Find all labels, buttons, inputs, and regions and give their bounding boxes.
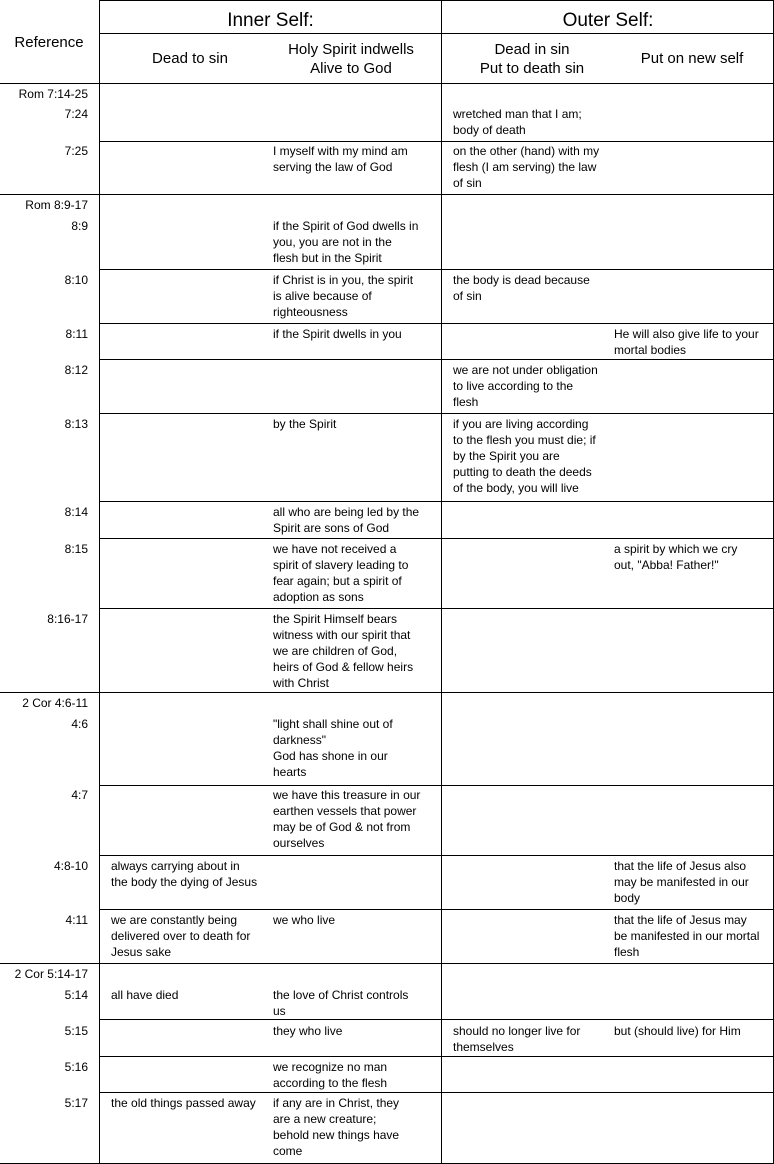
cell-spirit: if any are in Christ, they are a new creature; behold new things have come — [273, 1096, 400, 1158]
row-divider — [99, 1092, 774, 1093]
cell-spirit: they who live — [273, 1024, 343, 1038]
verse-reference: 4:11 — [65, 913, 88, 927]
verse-reference: 8:14 — [64, 505, 88, 519]
verse-reference: 8:12 — [64, 363, 88, 377]
cell-newself: that the life of Jesus also may be manifested in our body — [614, 859, 749, 905]
cell-spirit: we have not received a spirit of slavery leading to fear again; but a spirit of adoption as sons — [273, 542, 409, 604]
verse-reference: 5:15 — [64, 1024, 88, 1038]
row-divider — [99, 538, 774, 539]
verse-reference: 8:10 — [64, 273, 88, 287]
verse-reference: 8:16-17 — [47, 612, 88, 626]
row-divider — [99, 501, 774, 502]
verse-reference: 4:6 — [71, 717, 88, 731]
section-title: 2 Cor 5:14-17 — [14, 967, 88, 981]
cell-outer-dead: we are not under obligation to live according to the flesh — [453, 363, 598, 409]
reference-header: Reference — [14, 34, 84, 51]
cell-dead: all have died — [111, 988, 179, 1002]
cell-outer-dead: should no longer live for themselves — [453, 1024, 581, 1054]
verse-reference: 7:25 — [64, 144, 88, 158]
cell-spirit: if the Spirit dwells in you — [273, 327, 402, 341]
cell-spirit: the love of Christ controls us — [273, 988, 409, 1018]
cell-spirit: we have this treasure in our earthen vessels that power may be of God & not from ourselves — [273, 788, 421, 850]
cell-newself: but (should live) for Him — [614, 1024, 741, 1038]
verse-reference: 7:24 — [64, 107, 88, 121]
holy-spirit-column-header: Holy Spirit indwells Alive to God — [288, 41, 414, 77]
cell-spirit: all who are being led by the Spirit are sons of God — [273, 505, 420, 535]
cell-spirit: we who live — [273, 913, 336, 927]
cell-spirit: I myself with my mind am serving the law of God — [273, 144, 408, 174]
reference-column-border — [99, 0, 100, 1164]
cell-newself: that the life of Jesus may be manifested in our mortal flesh — [614, 913, 760, 959]
row-divider — [99, 909, 774, 910]
cell-outer-dead: if you are living according to the flesh you must die; if by the Spirit you are putting to death the deeds of the body, you will live — [453, 417, 596, 495]
dead-in-sin-column-header: Dead in sin Put to death sin — [479, 41, 585, 77]
cell-spirit: "light shall shine out of darkness" God has shone in our hearts — [273, 717, 393, 779]
row-divider — [99, 608, 774, 609]
cell-spirit: if Christ is in you, the spirit is alive because of righteousness — [273, 273, 414, 319]
verse-reference: 5:17 — [64, 1096, 88, 1110]
row-divider — [99, 855, 774, 856]
section-divider — [0, 963, 774, 964]
verse-reference: 5:16 — [64, 1060, 88, 1074]
row-divider — [99, 323, 774, 324]
outer-self-header: Outer Self: — [562, 10, 654, 31]
row-divider — [99, 1019, 774, 1020]
section-title: Rom 7:14-25 — [18, 87, 88, 101]
cell-dead: always carrying about in the body the dying of Jesus — [111, 859, 258, 889]
cell-spirit: the Spirit Himself bears witness with our spirit that we are children of God, heirs of God & fellow heirs with Christ — [273, 612, 414, 690]
verse-reference: 5:14 — [64, 988, 88, 1002]
cell-spirit: if the Spirit of God dwells in you, you are not in the flesh but in the Spirit — [273, 219, 419, 265]
verse-reference: 8:11 — [65, 327, 88, 341]
cell-outer-dead: the body is dead because of sin — [453, 273, 590, 303]
row-divider — [99, 413, 774, 414]
header-divider — [99, 33, 774, 34]
verse-reference: 4:7 — [71, 788, 88, 802]
section-title: Rom 8:9-17 — [25, 198, 88, 212]
cell-outer-dead: wretched man that I am; body of death — [453, 107, 582, 137]
new-self-column-header: Put on new self — [640, 50, 744, 67]
cell-dead: the old things passed away — [111, 1096, 256, 1110]
section-divider — [0, 194, 774, 195]
dead-to-sin-column-header: Dead to sin — [152, 50, 228, 67]
header-bottom-border — [0, 83, 774, 84]
row-divider — [99, 785, 774, 786]
row-divider — [99, 269, 774, 270]
cell-dead: we are constantly being delivered over to death for Jesus sake — [111, 913, 251, 959]
cell-newself: a spirit by which we cry out, "Abba! Father!" — [614, 542, 738, 572]
inner-self-header: Inner Self: — [227, 10, 314, 31]
verse-reference: 8:15 — [64, 542, 88, 556]
cell-spirit: we recognize no man according to the flesh — [273, 1060, 388, 1090]
verse-reference: 4:8-10 — [53, 859, 88, 873]
row-divider — [99, 1056, 774, 1057]
row-divider — [99, 359, 774, 360]
cell-outer-dead: on the other (hand) with my flesh (I am serving) the law of sin — [453, 144, 600, 190]
section-divider — [0, 692, 774, 693]
cell-spirit: by the Spirit — [273, 417, 337, 431]
section-title: 2 Cor 4:6-11 — [22, 696, 88, 710]
row-divider — [99, 141, 774, 142]
verse-reference: 8:13 — [64, 417, 88, 431]
cell-newself: He will also give life to your mortal bodies — [614, 327, 759, 357]
top-border — [99, 0, 774, 1]
verse-reference: 8:9 — [71, 219, 88, 233]
